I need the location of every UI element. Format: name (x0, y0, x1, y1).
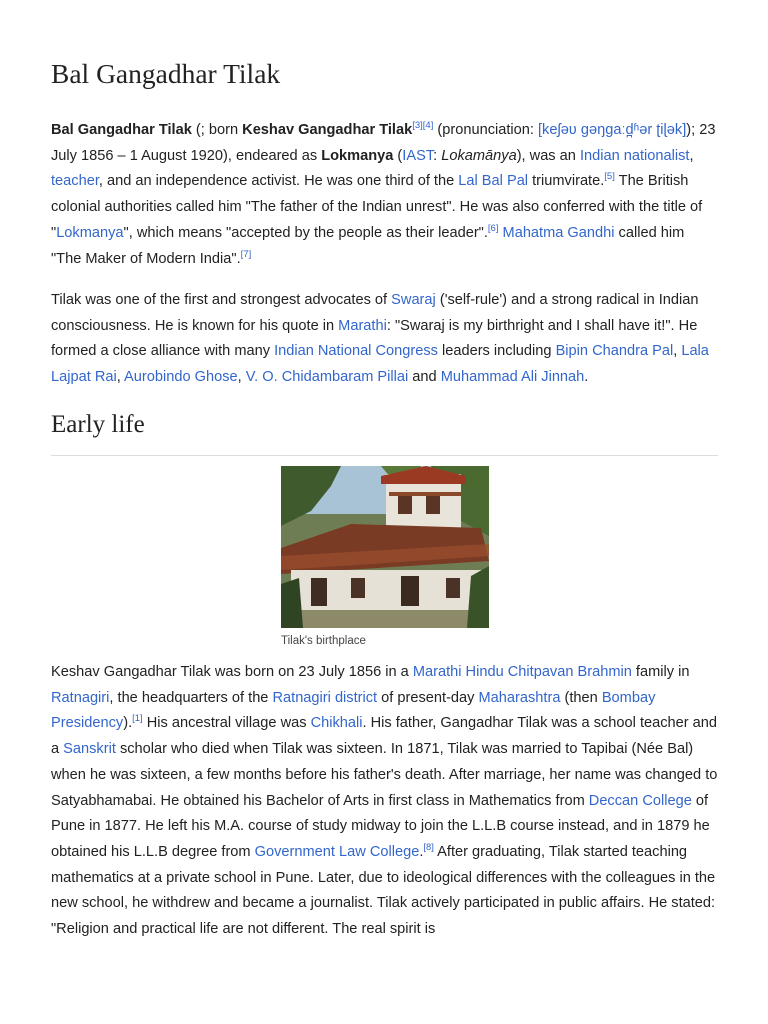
reference-4[interactable]: [4] (422, 120, 434, 132)
text: of present-day (377, 689, 479, 706)
bold-birth-name: Keshav Gangadhar Tilak (242, 122, 413, 138)
intro-paragraph (51, 118, 718, 272)
text: ", which means "accepted by the people as their leader". (123, 224, 488, 241)
text: (then (560, 689, 602, 706)
link-indian-national-congress[interactable]: Indian National Congress (274, 343, 438, 360)
text: scholar who died when Tilak was sixteen. In 1871, Tilak was married to Tapibai (Née Bal) when he was sixteen, a few months before his father's death. After marriage, her name was changed to Satyabhamabai. He obtained his Bachelor of Arts in first class in Mathematics from (51, 741, 718, 809)
italic-lokamanya: Lokamānya (441, 147, 517, 164)
birthplace-photo[interactable] (281, 466, 489, 628)
section-divider (51, 455, 718, 456)
text: ('self-rule') and a strong radical in Indian consciousness. He is known for his quote in (51, 292, 699, 334)
text: and (408, 369, 441, 386)
link-deccan-college[interactable]: Deccan College (588, 792, 692, 809)
link-marathi-hindu-chitpavan-brahmin[interactable]: Marathi Hindu Chitpavan Brahmin (412, 664, 632, 680)
early-life-paragraph (51, 660, 718, 943)
text: His ancestral village was (142, 715, 311, 732)
text: . (419, 843, 424, 860)
text: (; born (191, 122, 243, 138)
text: , the headquarters of the (109, 689, 273, 706)
bold-lokmanya: Lokmanya (321, 147, 394, 164)
reference-7[interactable]: [7] (240, 248, 252, 260)
page-title: Bal Gangadhar Tilak (51, 58, 281, 89)
text: . (584, 369, 589, 386)
reference-3[interactable]: [3] (412, 120, 423, 132)
reference-8[interactable]: [8] (423, 842, 434, 854)
text: After graduating, Tilak started teaching mathematics at a private school in Pune. Later, due to ideological differences with the colleagues in the new school, he withdrew and became a journalist. Tilak actively participated in public affairs. He stated: "Religion and practical life are not different. The real spirit is (51, 843, 716, 938)
advocacy-paragraph (51, 288, 718, 391)
text: , (116, 369, 125, 386)
link-ratnagiri[interactable]: Ratnagiri (51, 689, 110, 706)
text: , (673, 343, 682, 360)
link-marathi[interactable]: Marathi (338, 317, 387, 334)
text: , (237, 369, 246, 386)
text: , and an independence activist. He was one third of the (98, 173, 459, 190)
reference-5[interactable]: [5] (604, 171, 615, 183)
text: called him "The Maker of Modern India". (51, 224, 685, 267)
link-lal-bal-pal[interactable]: Lal Bal Pal (458, 173, 529, 190)
text: , (689, 147, 694, 164)
link-vo-chidambaram-pillai[interactable]: V. O. Chidambaram Pillai (245, 369, 409, 386)
text: : (433, 147, 442, 164)
text: family in (631, 664, 690, 680)
link-bombay-presidency[interactable]: Bombay Presidency (51, 689, 656, 732)
iast-link[interactable]: IAST (402, 147, 434, 164)
link-mahatma-gandhi[interactable]: Mahatma Gandhi (502, 224, 615, 241)
link-lala-lajpat-rai[interactable]: Lala Lajpat Rai (51, 343, 709, 386)
reference-1[interactable]: [1] (132, 713, 143, 725)
section-heading-early-life: Early life (51, 411, 145, 438)
text: . His father, Gangadhar Tilak was a school teacher and a (51, 715, 718, 758)
text: leaders including (437, 343, 556, 360)
text: The British colonial authorities called him "The father of the Indian unrest". He was also conferred with the title of " (51, 173, 703, 241)
text: triumvirate. (528, 173, 605, 190)
figure-caption: Tilak's birthplace (281, 635, 366, 647)
bold-name: Bal Gangadhar Tilak (51, 122, 192, 138)
text: ); 23 July 1856 – 1 August 1920), endeared as (51, 122, 716, 164)
link-maharashtra[interactable]: Maharashtra (478, 689, 561, 706)
text: ), was an (516, 147, 580, 164)
ipa-pronunciation-link[interactable]: [keʃəʋ ɡəŋɡaːd̪ʱər ʈiɭək] (538, 122, 687, 138)
text: Keshav Gangadhar Tilak was born on 23 July 1856 in a (51, 664, 413, 680)
text: ( (393, 147, 403, 164)
text: of Pune in 1877. He left his M.A. course of study midway to join the L.L.B course instead, and in 1879 he obtained his L.L.B degree from (51, 792, 710, 860)
reference-6[interactable]: [6] (487, 222, 499, 234)
link-indian-nationalist[interactable]: Indian nationalist (579, 147, 690, 164)
link-government-law-college[interactable]: Government Law College (254, 843, 420, 860)
link-bipin-chandra-pal[interactable]: Bipin Chandra Pal (555, 343, 674, 360)
link-lokmanya[interactable]: Lokmanya (56, 224, 124, 241)
text: ). (123, 715, 133, 732)
link-ratnagiri-district[interactable]: Ratnagiri district (272, 689, 378, 706)
link-muhammad-ali-jinnah[interactable]: Muhammad Ali Jinnah (440, 369, 585, 386)
link-teacher[interactable]: teacher (51, 173, 99, 190)
text: Tilak was one of the first and strongest advocates of (51, 292, 392, 308)
text: : "Swaraj is my birthright and I shall have it!". He formed a close alliance with many (51, 317, 698, 360)
figure-birthplace (281, 466, 489, 648)
link-swaraj[interactable]: Swaraj (391, 292, 436, 308)
text: (pronunciation: (433, 122, 538, 138)
link-chikhali[interactable]: Chikhali (310, 715, 363, 732)
link-sanskrit[interactable]: Sanskrit (63, 741, 116, 758)
link-aurobindo-ghose[interactable]: Aurobindo Ghose (124, 369, 238, 386)
